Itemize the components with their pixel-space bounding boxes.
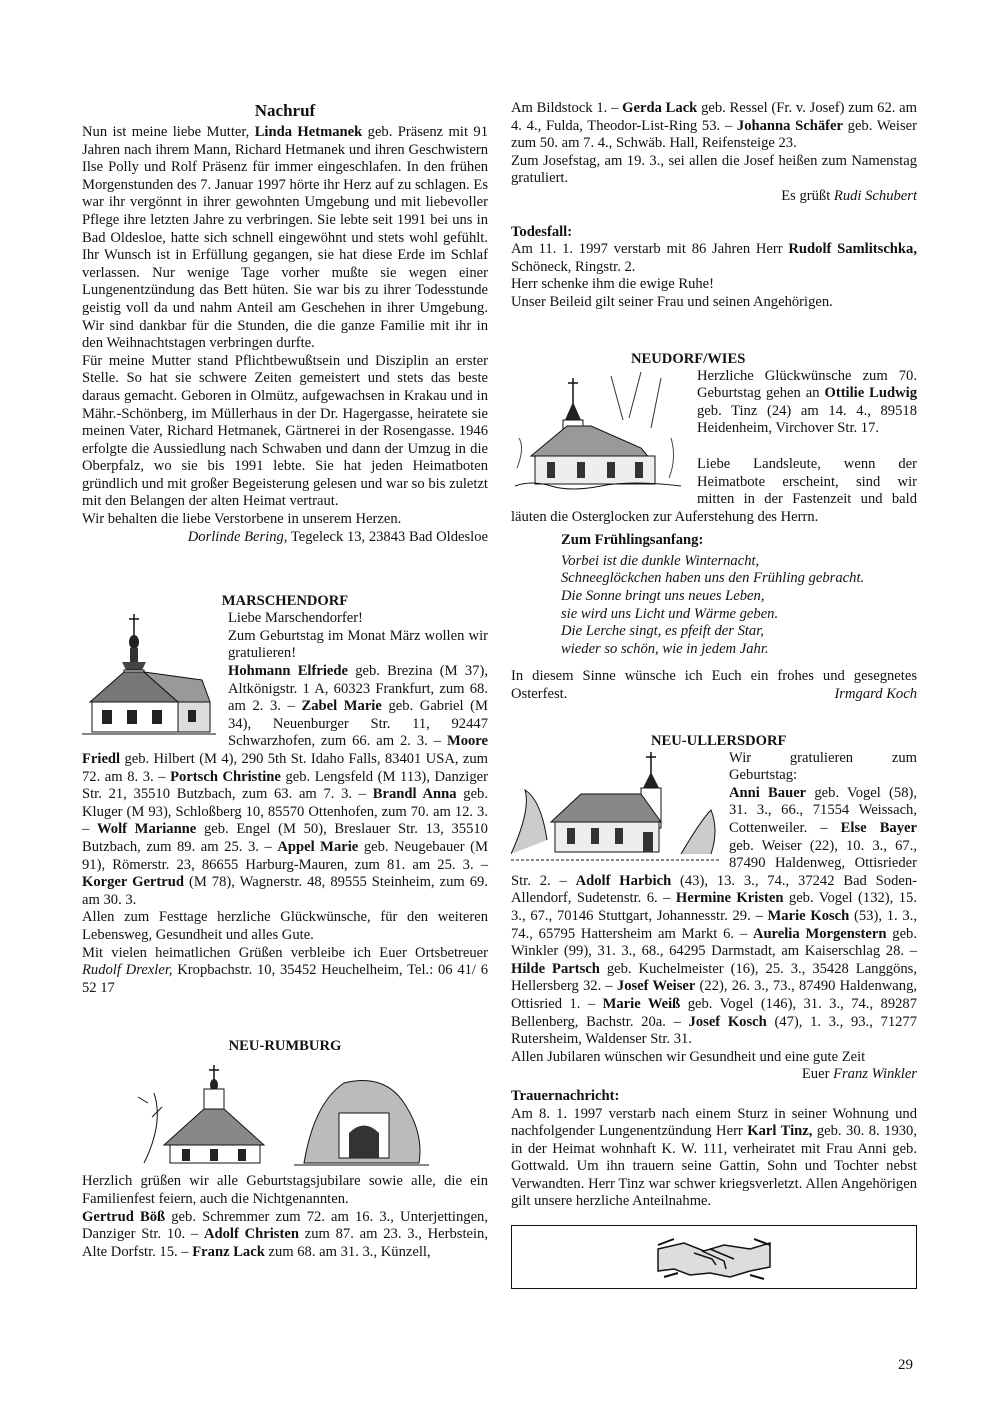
page-number: 29 bbox=[898, 1357, 913, 1373]
nachruf-para2: Für meine Mutter stand Pflichtbewußtsein und Disziplin an erster Stelle. So hat sie schwere Zeiten gemeistert und stets das beste daraus gemacht. Geboren in Olmütz, aufgewachsen in Krakau und in Mähr.-Schönberg, im Müllerhaus in der Dr. Hagergasse, heiratete sie meinen Vater, Richard Hetmanek, Gärtnerei in der Rosengasse. 1946 erfolgte die Aussiedlung nach Schwaben und dann der Umzug in die Oberpfalz, wo sie bis 1991 lebte. Sie hat jeden Heimatboten gründlich und mit großer Begeisterung gelesen und war so bis zuletzt mit den Belangen der alten Heimat vertraut. bbox=[82, 352, 488, 510]
todesfall-line2: Herr schenke ihm die ewige Ruhe! bbox=[511, 276, 715, 293]
poem-line: wieder so schön, wie in jedem Jahr. bbox=[561, 640, 769, 657]
marschendorf-closing: Mit vielen heimatlichen Grüßen verbleibe ich Euer Ortsbetreuer Rudolf Drexler, Kropbachstr. 10, 35452 Heuchelheim, Tel.: 06 41/ 6 52 17 bbox=[82, 944, 488, 996]
right-column bbox=[511, 100, 917, 1289]
nachruf-para1: Nun ist meine liebe Mutter, Linda Hetmanek geb. Präsenz mit 91 Jahren nach ihrem Mann, Richard Hetmanek und ihren Geschwistern Ilse Polly und Rolf Präsenz für immer eingeschlafen. In den frühen Morgenstunden des 7. Januar 1997 hörte ihr Herz auf zu schlagen. Es war ihr vergönnt in ihrer gewohnten Umgebung und mit liebevoller Pflege ihre letzten Jahre zu verbringen. Sie lebte seit 1991 bei uns in Bad Oldesloe, hatte sich schnell eingewöhnt und stets wohl gefühlt. Ihr Wunsch ist in Erfüllung gegangen, sie hat diese Erde im Schlaf verlassen. Nur wenige Tage vorher mußte sie wegen einer Lungenentzündung das Bett hüten. Sie war bis zu ihrer Todesstunde geistig voll da und nahm Anteil am Geschehen in ihrer Umgebung. Wir sind dankbar für die Stunden, die die ganze Familie mit ihr in den Weihnachtstagen verbringen durfte. bbox=[82, 124, 488, 352]
right-top-birthdays: Am Bildstock 1. – Gerda Lack geb. Ressel (Fr. v. Josef) zum 62. am 4. 4., Fulda, Theodor-List-Ring 53. – Johanna Schäfer geb. Weiser zum 50. am 7. 4., Schwäb. Hall, Reifensteige 23. bbox=[511, 100, 918, 152]
neu-rumburg-title: NEU-RUMBURG bbox=[228, 1038, 342, 1055]
neu-rumburg-birthdays: Gertrud Böß geb. Schremmer zum 72. am 16. 3., Unterjettingen, Danziger Str. 10. – Adolf Christen zum 87. am 23. 3., Herbstein, Alte Dorfstr. 15. – Franz Lack zum 68. am 31. 3., Künzell, bbox=[82, 1208, 488, 1260]
right-top-signature: Es grüßt Rudi Schubert bbox=[781, 187, 917, 204]
spring-poem bbox=[561, 553, 917, 659]
poem-line: Schneeglöckchen haben uns den Frühling gebracht. bbox=[561, 570, 865, 587]
poem-line: Die Lerche singt, es pfeift der Star, bbox=[561, 623, 764, 640]
neu-rumburg-greeting: Herzlich grüßen wir alle Geburtstagsjubilare sowie alle, die ein Familienfest feiern, auch die Nichtgenannten. bbox=[82, 1173, 488, 1207]
church-illustration-marschendorf bbox=[82, 610, 216, 738]
nachruf-signature: Dorlinde Bering, Tegeleck 13, 23843 Bad Oldesloe bbox=[187, 528, 488, 545]
todesfall-title: Todesfall: bbox=[511, 223, 573, 240]
left-column bbox=[82, 100, 488, 1261]
neudorf-title: NEUDORF/WIES bbox=[631, 350, 746, 367]
poem-line: Vorbei ist die dunkle Winternacht, bbox=[561, 552, 760, 569]
trauer-text: Am 8. 1. 1997 verstarb nach einem Sturz in seiner Wohnung und nachfolgender Lungenentzündung Herr Karl Tinz, geb. 30. 8. 1930, in der Heimat wohnhaft K. W. 111, verheiratet mit Frau Anni geb. Gottwald. Um ihn trauern seine Gattin, Sohn und Tochter nebst Verwandten. Herr Tinz war schwer kriegsverletzt. Allen Angehörigen gilt unsere herzliche Anteilnahme. bbox=[511, 1105, 917, 1210]
josefstag-note: Zum Josefstag, am 19. 3., sei allen die Josef heißen zum Namenstag gratuliert. bbox=[511, 152, 917, 187]
marschendorf-title: MARSCHENDORF bbox=[221, 593, 349, 610]
neudorf-closing: In diesem Sinne wünsche ich Euch ein frohes und gesegnetes Osterfest. bbox=[511, 668, 917, 703]
poem-title: Zum Frühlingsanfang: bbox=[561, 532, 704, 549]
handshake-icon bbox=[654, 1229, 774, 1285]
poem-line: sie wird uns Licht und Wärme geben. bbox=[561, 605, 779, 622]
todesfall-line3: Unser Beileid gilt seiner Frau und seinen Angehörigen. bbox=[511, 293, 833, 310]
marschendorf-birthdays: Hohmann Elfriede geb. Brezina (M 37), Altkönigstr. 1 A, 60323 Frankfurt, zum 68. am 2. 3. – Zabel Marie geb. Gabriel (M 34), Neuenburger Str. 11, 92447 Schwarzhofen, zum 66. am 2. 3. – Moore Friedl geb. Hilbert (M 4), 290 5th St. Idaho Falls, 83401 USA, zum 72. am 8. 3. – Portsch Christine geb. Lengsfeld (M 113), Danziger Str. 21, 35510 Butzbach, zum 63. am 7. 3. – Brandl Anna geb. Kluger (M 93), Schloßberg 10, 85570 Ottenhofen, zum 70. am 12. 3. – Wolf Marianne geb. Engel (M 50), Breslauer Str. 13, 35510 Butzbach, zum 89. am 25. 3. – Appel Marie geb. Neugebauer (M 91), Römerstr. 23, 86655 Harburg-Mauren, zum 81. am 25. 3. – Korger Gertrud (M 78), Wagnerstr. 48, 89555 Steinheim, zum 69. am 30. 3. bbox=[82, 663, 488, 908]
church-illustration-neu-ullersdorf bbox=[511, 750, 719, 868]
marschendorf-intro: Zum Geburtstag im Monat März wollen wir gratulieren! bbox=[228, 627, 488, 662]
handshake-frame bbox=[511, 1225, 917, 1289]
neu-ullersdorf-birthdays: Anni Bauer geb. Vogel (58), 31. 3., 66., 71554 Weissach, Cottenweiler. – Else Bayer geb. Weiser (22), 10. 3., 67., 87490 Haldenweg, Ottisrieder Str. 2. – Adolf Harbich (43), 13. 3., 74., 37242 Bad Soden-Allendorf, Sudetenstr. 6. – Hermine Kristen geb. Vogel (132), 15. 3., 67., 70146 Stuttgart, Johannesstr. 29. – Marie Kosch (53), 1. 3., 74., 65795 Hattersheim am Markt 6. – Aurelia Morgenstern geb. Winkler (99), 31. 3., 68., 64295 Darmstadt, am Kaiserschlag 28. – Hilde Partsch geb. Kuchelmeister (16), 25. 3., 35428 Langgöns, Hellersberg 32. – Josef Weiser (22), 26. 3., 73., 87490 Haldenwang, Ottisried 1. – Marie Weiß geb. Vogel (146), 31. 3., 74., 89287 Bellenberg, Bachstr. 20a. – Josef Kosch (47), 1. 3., 93., 71277 Rutersheim, Waldenser Str. 31. bbox=[511, 784, 918, 1048]
neudorf-signature: Irmgard Koch bbox=[834, 686, 917, 703]
todesfall-text: Am 11. 1. 1997 verstarb mit 86 Jahren Herr Rudolf Samlitschka, Schöneck, Ringstr. 2. bbox=[511, 241, 917, 275]
neu-ullersdorf-intro: Wir gratulieren zum Geburtstag: bbox=[729, 749, 917, 784]
poem-line: Die Sonne bringt uns neues Leben, bbox=[561, 588, 765, 605]
deceased-name: Linda Hetmanek bbox=[254, 124, 363, 140]
neu-ullersdorf-wish: Allen Jubilaren wünschen wir Gesundheit und eine gute Zeit bbox=[511, 1048, 866, 1065]
neudorf-birthday: Herzliche Glückwünsche zum 70. Geburtstag gehen an Ottilie Ludwig geb. Tinz (24) am 14. 4., 89518 Heidenheim, Virchover Str. 17. bbox=[697, 367, 917, 437]
neu-ullersdorf-title: NEU-ULLERSDORF bbox=[651, 732, 787, 749]
neu-ullersdorf-signature: Euer Franz Winkler bbox=[801, 1066, 917, 1083]
marschendorf-greeting: Liebe Marschendorfer! bbox=[228, 610, 363, 627]
trauer-title: Trauernachricht: bbox=[511, 1087, 620, 1104]
church-illustration-neudorf bbox=[511, 368, 687, 492]
neu-rumburg-illustration bbox=[134, 1063, 488, 1167]
nachruf-title: Nachruf bbox=[254, 101, 316, 120]
marschendorf-wish: Allen zum Festtage herzliche Glückwünsche, für den weiteren Lebensweg, Gesundheit und alles Gute. bbox=[82, 909, 488, 943]
nachruf-para3: Wir behalten die liebe Verstorbene in unserem Herzen. bbox=[82, 511, 402, 528]
neudorf-para2: Liebe Landsleute, wenn der Heimatbote erscheint, sind wir mitten in der Fastenzeit und bald läuten die Osterglocken zur Auferstehung des Herrn. bbox=[511, 455, 917, 525]
